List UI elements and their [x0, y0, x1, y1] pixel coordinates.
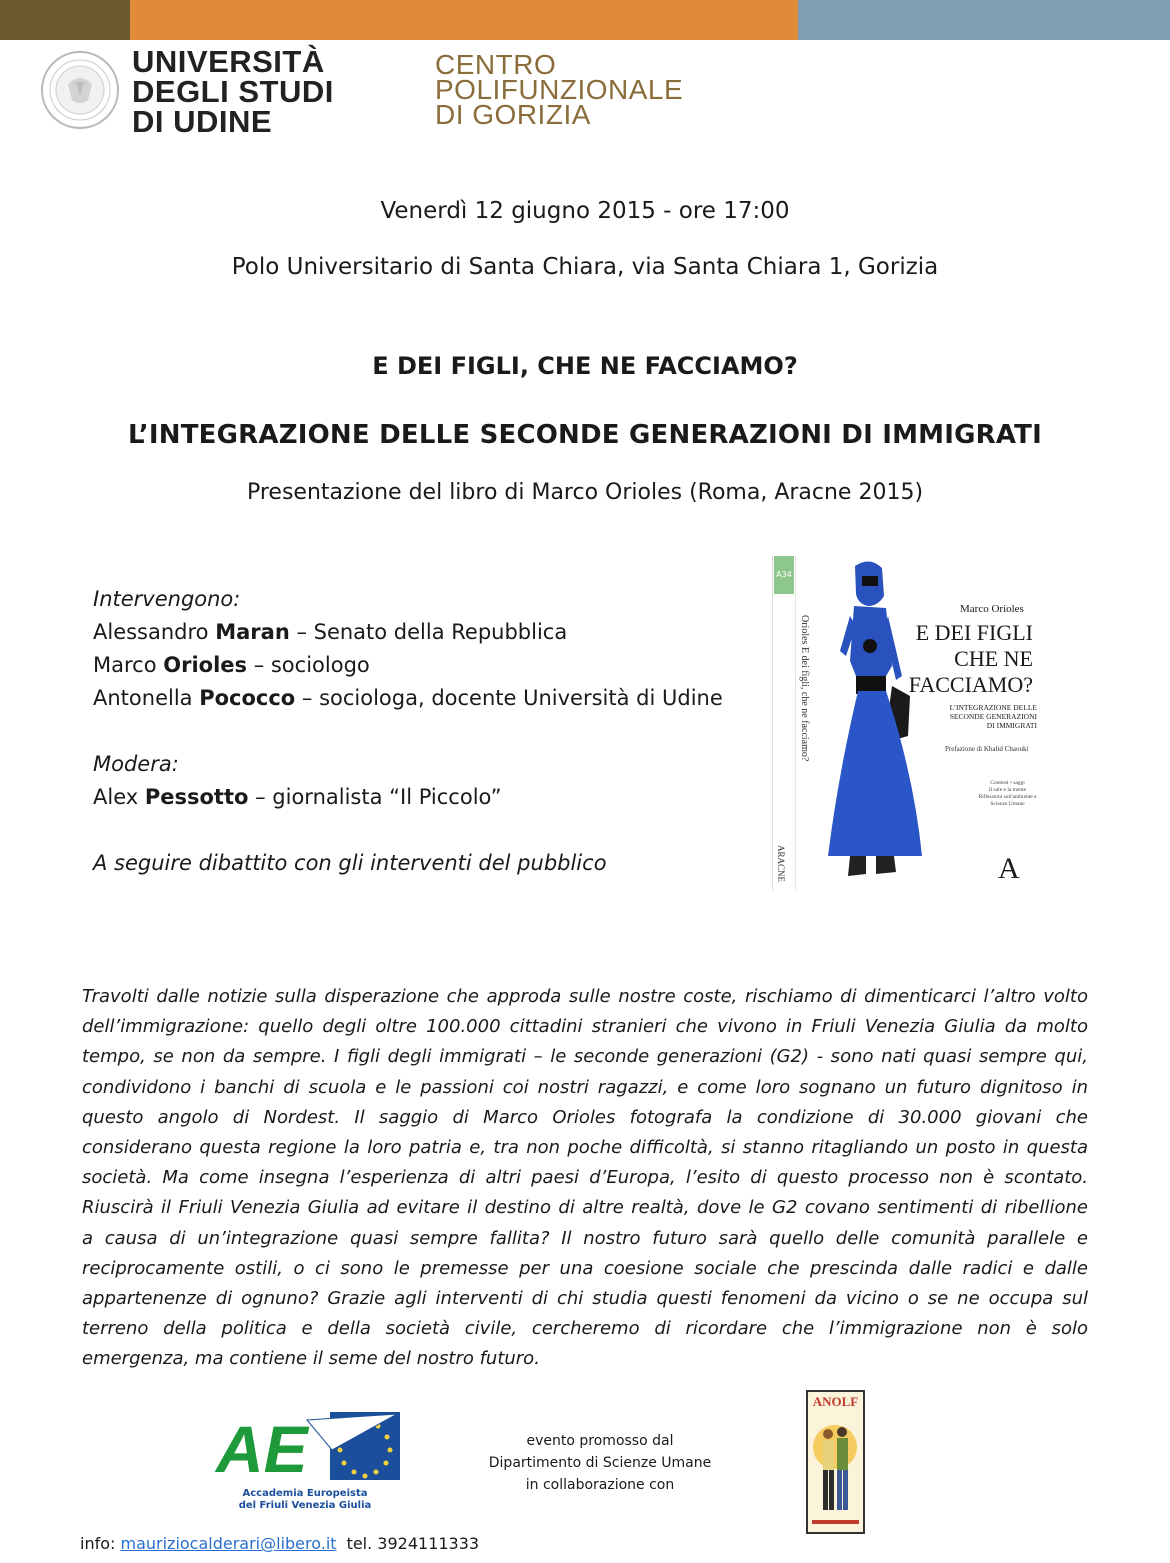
- promo-line: evento promosso dal: [526, 1433, 674, 1449]
- veiled-woman-figure: [810, 556, 930, 891]
- book-title-line: E DEI FIGLI: [915, 620, 1033, 645]
- accademia-europeista-logo: [212, 1410, 402, 1485]
- promo-line: in collaborazione con: [525, 1477, 675, 1493]
- publisher-logo: A: [998, 852, 1020, 885]
- closing-note: A seguire dibattito con gli interventi del pubblico: [93, 851, 607, 875]
- book-series: [975, 780, 1040, 808]
- book-title-line: CHE NE: [954, 646, 1033, 671]
- book-title: [895, 620, 1033, 698]
- book-presentation: Presentazione del libro di Marco Orioles (Roma, Aracne 2015): [246, 480, 924, 505]
- promo-line: Dipartimento di Scienze Umane: [488, 1455, 712, 1471]
- book-title-line: FACCIAMO?: [908, 672, 1033, 697]
- description-line: questo angolo di Nordest. Il saggio di Marco Orioles fotografa la condizione di 30.000 giovani che: [82, 1106, 1088, 1128]
- description-line: appartenenze di ognuno? Grazie agli interventi di chi studia questi fenomeni da vicino o se ne occupa sul: [82, 1288, 1088, 1310]
- university-seal-icon: [40, 50, 120, 130]
- description-line: condividono i banchi di scuola e le passioni coi nostri ragazzi, e come loro sognano un futuro dignitoso in: [82, 1076, 1088, 1098]
- book-series-line: Riflessioni sull'ambiente e Scienze Umane: [978, 794, 1037, 807]
- top-band-middle: [130, 0, 798, 40]
- promo-text: [470, 1430, 730, 1496]
- accademia-caption: [230, 1488, 380, 1512]
- book-subtitle-line: SECONDE GENERAZIONI: [949, 712, 1037, 721]
- university-name-line: DEGLI STUDI: [132, 74, 334, 109]
- book-subtitle-line: DI IMMIGRATI: [986, 721, 1037, 730]
- event-title: E DEI FIGLI, CHE NE FACCIAMO?: [372, 352, 798, 380]
- description-line: società. Ma come insegna l’esperienza di altri paesi d’Europa, l’esito di questo processo non è scontato.: [82, 1167, 1088, 1189]
- description-line: terreno della politica e della società civile, cercheremo di ricordare che l’immigrazione non è solo: [82, 1318, 1088, 1340]
- speaker-item: Antonella Pococco – sociologa, docente Università di Udine: [93, 686, 723, 710]
- ae-logo-letters: AE: [216, 1412, 308, 1485]
- accademia-caption-line: del Friuli Venezia Giulia: [238, 1500, 372, 1511]
- book-series-line: Contesti • saggi: [990, 780, 1025, 786]
- info-label: info:: [80, 1534, 121, 1553]
- book-author: Marco Orioles: [960, 603, 1024, 615]
- event-description: [82, 982, 1088, 1375]
- contact-info: [80, 1534, 479, 1553]
- top-band-left: [0, 0, 130, 40]
- centro-name-line: CENTRO: [435, 49, 557, 80]
- description-line: emergenza, ma contiene il seme del nostro futuro.: [82, 1348, 540, 1370]
- university-name-line: DI UDINE: [132, 104, 273, 139]
- description-line: Riuscirà il Friuli Venezia Giulia ad evitare il destino di altre realtà, dove le G2 covano sentimenti di ribellione: [82, 1197, 1088, 1219]
- description-line: dell’immigrazione: quello degli oltre 100.000 cittadini stranieri che vivono in Friuli Venezia Giulia da molto: [82, 1016, 1088, 1038]
- speakers-section: [93, 583, 773, 880]
- description-line: tempo, se non da sempre. I figli degli immigrati – le seconde generazioni (G2) - sono nati quasi sempre qui,: [82, 1046, 1088, 1068]
- book-series-number: A34: [774, 556, 794, 594]
- event-place: Polo Universitario di Santa Chiara, via Santa Chiara 1, Gorizia: [231, 254, 939, 280]
- anolf-label: ANOLF: [812, 1394, 859, 1409]
- description-line: a causa di un’integrazione quasi sempre fallita? Il nostro futuro sarà quello delle comunità parallele e: [82, 1227, 1088, 1249]
- book-subtitle-line: L’INTEGRAZIONE DELLE: [949, 703, 1037, 712]
- top-band-right: [798, 0, 1170, 40]
- speaker-item: Marco Orioles – sociologo: [93, 653, 370, 677]
- anolf-logo: [806, 1390, 865, 1534]
- university-name-line: UNIVERSITÀ: [132, 44, 325, 79]
- event-subtitle: L’INTEGRAZIONE DELLE SECONDE GENERAZIONI DI IMMIGRATI: [128, 420, 1042, 450]
- phone-number: tel. 3924111333: [346, 1534, 480, 1553]
- centro-name: [435, 49, 765, 130]
- moderator-heading: Modera:: [93, 752, 179, 776]
- accademia-caption-line: Accademia Europeista: [242, 1488, 368, 1499]
- email-link[interactable]: mauriziocalderari@libero.it: [120, 1534, 337, 1553]
- book-spine-publisher: ARACNE: [776, 845, 786, 883]
- centro-name-line: POLIFUNZIONALE: [435, 74, 684, 105]
- description-line: Travolti dalle notizie sulla disperazione che approda sulle nostre coste, rischiamo di dimenticarci l’altro volto: [82, 986, 1088, 1007]
- description-line: reciprocamente ostili, o ci sono le premesse per una coesione sociale che prescinda dalle radici e dalle: [82, 1257, 1088, 1279]
- speakers-heading: Intervengono:: [93, 587, 241, 611]
- book-preface: Prefazione di Khalid Chaouki: [945, 745, 1029, 753]
- anolf-figures-icon: [808, 1392, 863, 1532]
- book-subtitle: [922, 703, 1037, 730]
- description-line: considerano questa regione la loro patria e, tra non poche difficoltà, si stanno ritagliando un posto in questa: [82, 1137, 1088, 1159]
- university-name: [132, 44, 432, 139]
- event-date: Venerdì 12 giugno 2015 - ore 17:00: [380, 198, 790, 224]
- book-spine: [772, 556, 796, 891]
- moderator-item: Alex Pessotto – giornalista “Il Piccolo”: [93, 785, 502, 809]
- book-series-line: Il sale e la mente: [988, 787, 1027, 793]
- speaker-item: Alessandro Maran – Senato della Repubblica: [93, 620, 568, 644]
- centro-name-line: DI GORIZIA: [435, 99, 591, 130]
- book-spine-text: Orioles E dei figli, che ne facciamo?: [799, 615, 810, 762]
